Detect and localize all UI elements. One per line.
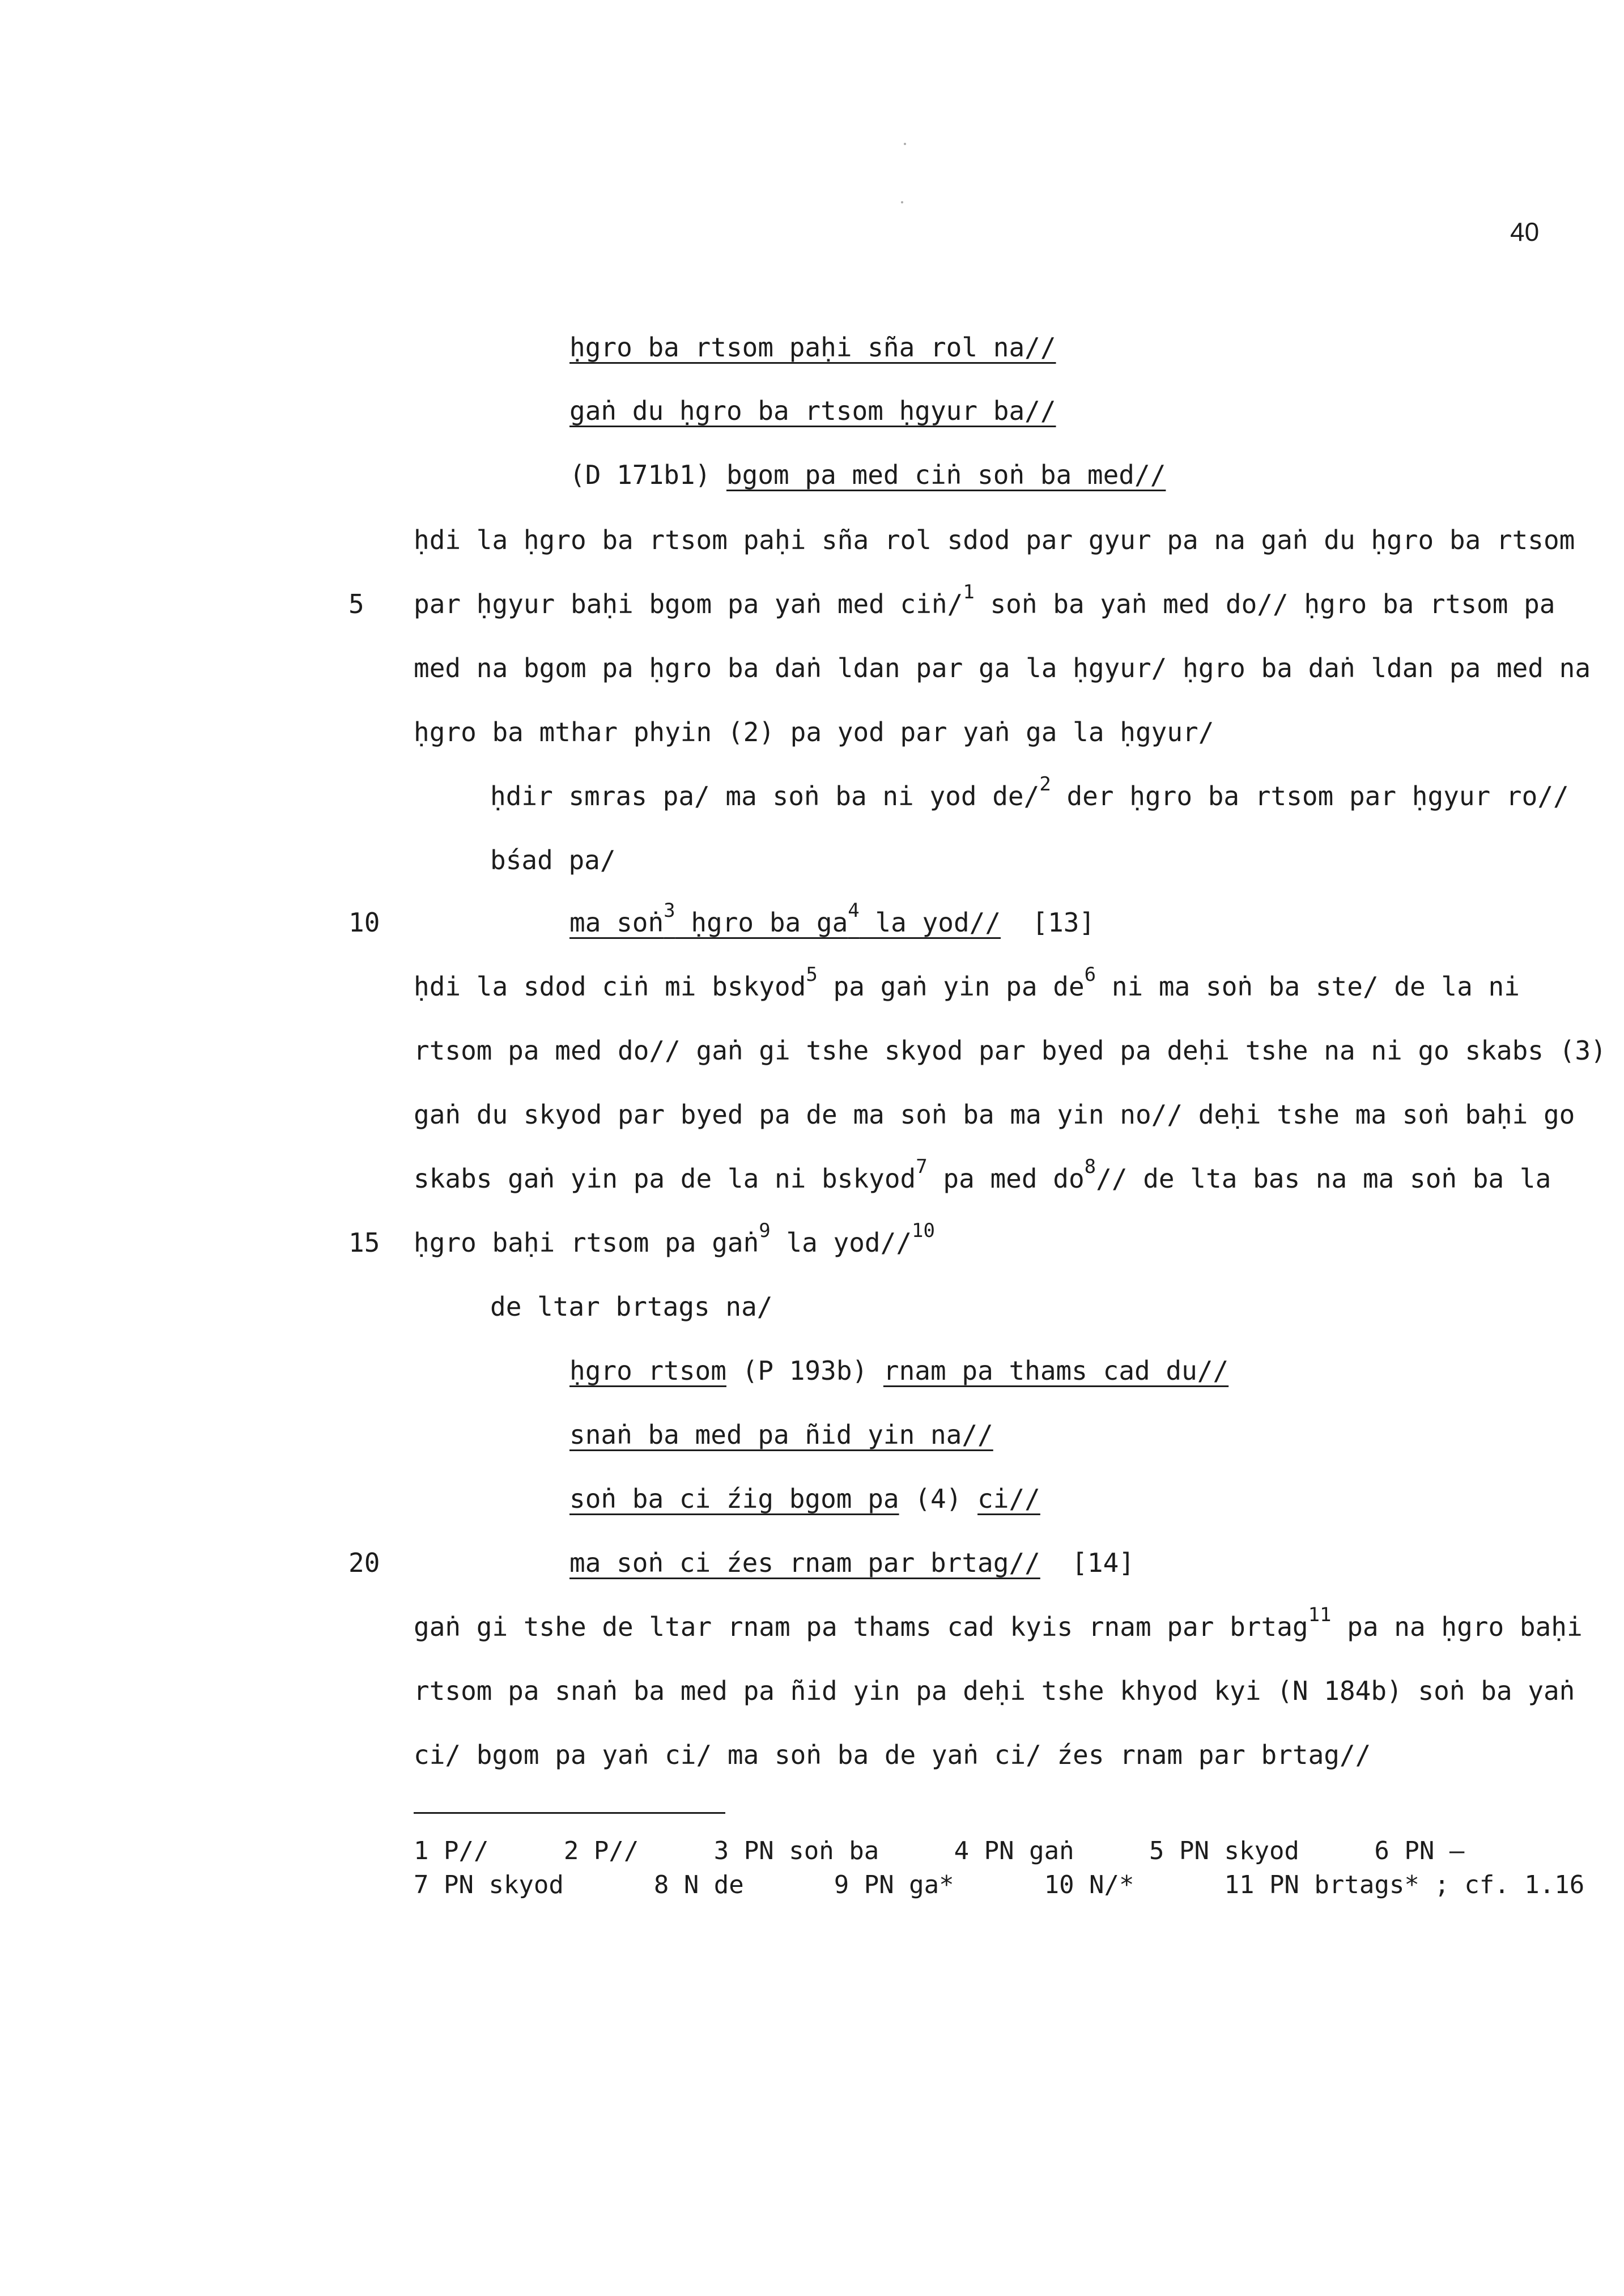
prose-line: ci/ bgom pa yaṅ ci/ ma soṅ ba de yaṅ ci/ źes rnam par brtag// bbox=[414, 1740, 1371, 1770]
verse-line: (D 171b1) bgom pa med ciṅ soṅ ba med// bbox=[569, 460, 1166, 490]
prose-line: gaṅ du skyod par byed pa de ma soṅ ba ma yin no// deḥi tshe ma soṅ baḥi go bbox=[414, 1099, 1575, 1130]
scan-speck bbox=[904, 143, 906, 145]
verse-line: gaṅ du ḥgro ba rtsom ḥgyur ba// bbox=[569, 396, 1056, 426]
prose-line: med na bgom pa ḥgro ba daṅ ldan par ga la ḥgyur/ ḥgro ba daṅ ldan pa med na bbox=[414, 653, 1591, 683]
scan-speck bbox=[901, 201, 903, 203]
verse-line: ma soṅ ci źes rnam par brtag// [14] bbox=[569, 1547, 1135, 1578]
footnote-marker: 2 bbox=[1039, 773, 1051, 796]
prose-line: par ḥgyur baḥi bgom pa yaṅ med ciṅ/$^1$ soṅ ba yaṅ med do// ḥgro ba rtsom pa bbox=[414, 581, 1555, 619]
prose-line: ḥgro ba mthar phyin (2) pa yod par yaṅ ga la ḥgyur/ bbox=[414, 717, 1214, 747]
prose-line: bśad pa/ bbox=[490, 845, 616, 875]
prose-line: ḥgro baḥi rtsom pa gaṅ$^9$ la yod//$^{10}$ bbox=[414, 1219, 935, 1258]
verse-line: ḥgro ba rtsom paḥi sña rol na// bbox=[569, 332, 1056, 363]
prose-line: rtsom pa med do// gaṅ gi tshe skyod par byed pa deḥi tshe na ni go skabs (3) bbox=[414, 1035, 1606, 1066]
verse-line: ma soṅ$^3$ ḥgro ba $ga^4$ la yod// [13] bbox=[569, 899, 1095, 938]
prose-line: ḥdi la ḥgro ba rtsom paḥi sña rol sdod par gyur pa na gaṅ du ḥgro ba rtsom bbox=[414, 525, 1575, 555]
prose-line: ḥdir smras pa/ ma soṅ ba ni yod de/$^2$ der ḥgro ba rtsom par ḥgyur ro// bbox=[490, 773, 1569, 811]
verse-line: ḥgro rtsom (P 193b) rnam pa thams cad du// bbox=[569, 1355, 1229, 1386]
footnote-row: 7 PN skyod 8 N de 9 PN ga* 10 N/* 11 PN brtags* ; cf. 1.16 bbox=[414, 1870, 1585, 1899]
line-number: 5 bbox=[348, 589, 364, 619]
page-number: 40 bbox=[1510, 217, 1540, 246]
verse-number: [14] bbox=[1040, 1547, 1135, 1578]
prose-line: rtsom pa snaṅ ba med pa ñid yin pa deḥi tshe khyod kyi (N 184b) soṅ ba yaṅ bbox=[414, 1676, 1575, 1706]
verse-line: soṅ ba ci źig bgom pa (4) ci// bbox=[569, 1483, 1040, 1514]
line-number: 10 bbox=[348, 907, 380, 938]
prose-line: de ltar brtags na/ bbox=[490, 1291, 773, 1322]
verse-number: [13] bbox=[1001, 907, 1095, 938]
footnote-marker: 1 bbox=[963, 581, 975, 603]
prose-line: skabs gaṅ yin pa de la ni bskyod$^7$ pa med $do^8//$ de lta bas na ma soṅ ba la bbox=[414, 1155, 1551, 1194]
line-number: 15 bbox=[348, 1227, 380, 1258]
footnote-row: 1 P// 2 P// 3 PN soṅ ba 4 PN gaṅ 5 PN skyod 6 PN — bbox=[414, 1836, 1465, 1865]
prose-line: gaṅ gi tshe de ltar rnam pa thams cad kyis rnam par brtag$^{11}$ pa na ḥgro baḥi bbox=[414, 1604, 1583, 1642]
line-number: 20 bbox=[348, 1547, 380, 1578]
footnote-rule bbox=[414, 1812, 725, 1814]
verse-line: snaṅ ba med pa ñid yin na// bbox=[569, 1419, 993, 1450]
prose-line: ḥdi la sdod ciṅ mi bskyod$^5$ pa gaṅ yin pa $de^6$ ni ma soṅ ba ste/ de la ni bbox=[414, 963, 1520, 1002]
